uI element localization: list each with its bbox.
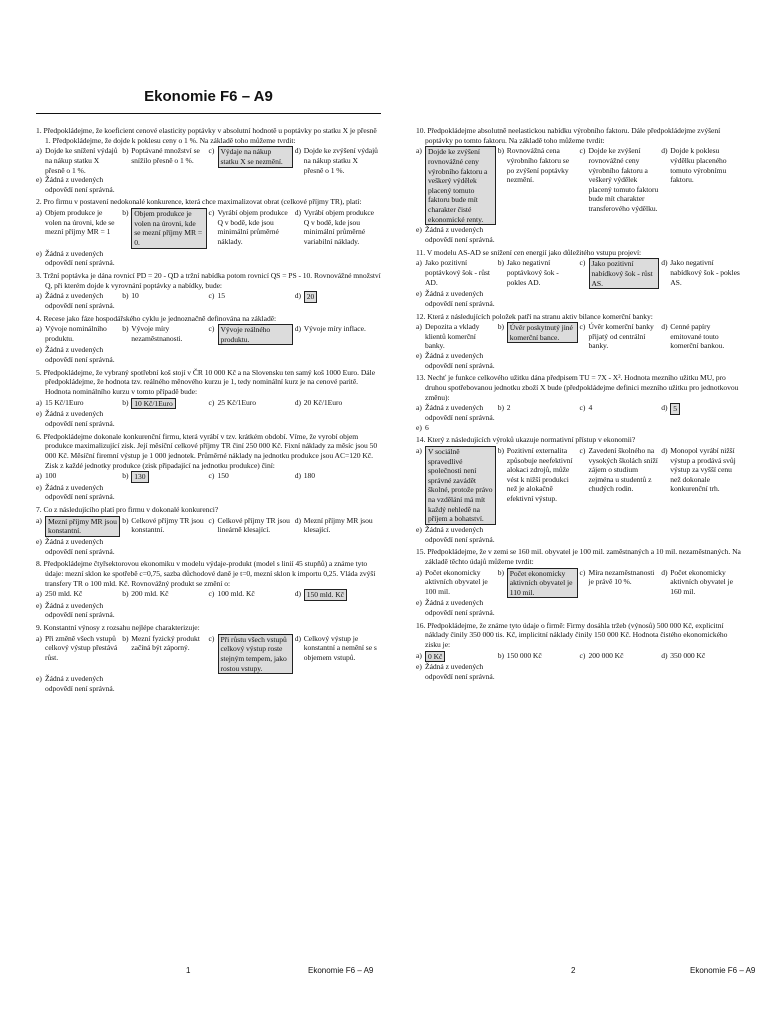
answer-options — [416, 322, 743, 351]
answer-option[interactable] — [498, 651, 580, 663]
question — [36, 197, 381, 267]
answer-option[interactable] — [122, 471, 208, 483]
option-letter: e) — [36, 674, 42, 684]
option-text: 150 000 Kč — [506, 650, 542, 660]
option-letter: c) — [208, 471, 215, 481]
option-letter: d) — [294, 633, 301, 643]
option-letter: d) — [661, 445, 668, 455]
answer-options — [36, 589, 381, 601]
option-letter: c) — [208, 397, 215, 407]
answer-option[interactable] — [209, 291, 295, 310]
question — [36, 368, 381, 429]
answer-option[interactable] — [36, 483, 381, 502]
option-text: Pozitivní externalita způsobuje neefektivní alokaci zdrojů, může vést k nižší produkci než je alokačně efektivní výstup. — [506, 445, 573, 504]
option-letter: b) — [497, 322, 504, 332]
answer-option[interactable] — [209, 146, 295, 175]
option-text: 4 — [588, 403, 593, 413]
question-text: 13. Nechť je funkce celkového užitku dána předpisem TU = 7X - X². Hodnota mezního užitku MU, pro druhou spotřebovanou jednotku zboží X bude (předpokládejme definici mezního užitku pro jednotkovou změnu): — [416, 373, 739, 402]
option-text: Žádná z uvedených odpovědí není správná. — [425, 351, 495, 370]
answer-option[interactable] — [295, 146, 381, 175]
answer-options — [36, 146, 381, 175]
answer-option[interactable] — [416, 225, 743, 244]
option-text: 2 — [506, 403, 511, 413]
option-letter: a) — [36, 146, 42, 156]
answer-option[interactable] — [209, 634, 295, 675]
option-text: Žádná z uvedených odpovědí není správná. — [45, 175, 115, 194]
answer-options — [416, 258, 743, 289]
option-text: 350 000 Kč — [670, 650, 706, 660]
answer-option[interactable] — [416, 525, 743, 544]
question — [416, 248, 743, 309]
option-text: 250 mld. Kč — [45, 589, 83, 599]
option-letter: d) — [294, 291, 301, 301]
answer-option[interactable] — [661, 568, 743, 599]
answer-option[interactable] — [122, 516, 208, 537]
question-text: 8. Předpokládejme čtyřsektorovou ekonomiku v modelu výdaje-produkt (model s linií 45 stupňů) a známe tyto údaje: mezní sklon ke spotřebě c=0,75, sazba důchodové daně je t=0, mezní sklon k importu 0,25. Vláda zvýší transfery TR o 100 mld. Kč. Rovnovážný produkt se změní o: — [36, 559, 376, 588]
answer-options — [36, 324, 381, 345]
option-letter: b) — [122, 589, 129, 599]
option-letter: d) — [661, 258, 668, 268]
option-letter: a) — [416, 322, 422, 332]
right-column — [416, 126, 743, 685]
option-letter: c) — [579, 258, 586, 268]
option-text: Žádná z uvedených odpovědí není správná. — [425, 403, 495, 422]
option-letter: b) — [497, 650, 504, 660]
option-letter: c) — [579, 567, 586, 577]
answer-option[interactable] — [36, 634, 122, 675]
marked-answer: 10 Kč/1Euro — [131, 398, 175, 410]
answer-option[interactable] — [122, 634, 208, 675]
option-letter: d) — [294, 397, 301, 407]
answer-option[interactable] — [661, 403, 743, 422]
title-divider — [36, 113, 381, 114]
option-letter: c) — [208, 291, 215, 301]
page-number-left: 1 — [186, 966, 191, 975]
option-text: Depozita a vklady klientů komerční banky. — [425, 322, 480, 351]
question — [36, 314, 381, 365]
option-letter: a) — [36, 397, 42, 407]
option-letter: e) — [416, 351, 422, 361]
option-text: Při změně všech vstupů celkový výstup přestává růst. — [45, 633, 118, 663]
option-letter: b) — [122, 146, 129, 156]
question-text: 4. Recese jako fáze hospodářského cyklu je jednoznačně definována na základě: — [36, 313, 277, 323]
option-text: Celkové příjmy TR jsou konstantní. — [131, 515, 204, 535]
option-letter: e) — [416, 225, 422, 235]
option-text: Počet ekonomicky aktivních obyvatel je 160 mil. — [670, 567, 733, 596]
marked-answer: Při růstu všech vstupů celkový výstup roste stejným tempem, jako rostou vstupy. — [218, 634, 293, 675]
option-letter: d) — [294, 208, 301, 218]
answer-option[interactable] — [416, 322, 498, 351]
question — [416, 312, 743, 371]
option-text: 20 Kč/1Euro — [303, 397, 343, 407]
option-letter: c) — [579, 445, 586, 455]
option-letter: b) — [122, 397, 129, 407]
answer-option[interactable] — [209, 589, 295, 601]
answer-option[interactable] — [36, 146, 122, 175]
option-letter: c) — [579, 403, 586, 413]
option-text: Dojde ke zvýšení rovnovážné ceny výrobního faktoru a veškerý výdělek placený tomuto faktoru bude mít charakter transferového výdělku. — [588, 146, 659, 214]
answer-option[interactable] — [295, 516, 381, 537]
answer-option[interactable] — [416, 446, 498, 525]
answer-option[interactable] — [661, 322, 743, 351]
option-letter: a) — [416, 445, 422, 455]
option-text: Žádná z uvedených odpovědí není správná. — [425, 289, 495, 308]
answer-option[interactable] — [36, 175, 381, 194]
answer-options — [416, 651, 743, 663]
page-number-right: 2 — [571, 966, 576, 975]
option-letter: c) — [208, 324, 215, 334]
answer-option[interactable] — [122, 324, 208, 345]
option-letter: d) — [661, 146, 668, 156]
answer-options — [416, 403, 743, 422]
answer-option[interactable] — [580, 146, 662, 225]
option-text: Žádná z uvedených odpovědí není správná. — [45, 291, 115, 310]
answer-option[interactable] — [661, 651, 743, 663]
option-letter: a) — [36, 208, 42, 218]
answer-option[interactable] — [498, 568, 580, 599]
option-letter: c) — [208, 208, 215, 218]
answer-option[interactable] — [36, 674, 381, 693]
question — [36, 271, 381, 311]
option-letter: b) — [497, 445, 504, 455]
option-letter: b) — [497, 146, 504, 156]
option-letter: e) — [36, 536, 42, 546]
marked-answer: 150 mld. Kč — [304, 589, 347, 601]
marked-answer: 0 Kč — [425, 651, 445, 663]
answer-option[interactable] — [580, 322, 662, 351]
option-letter: d) — [294, 146, 301, 156]
marked-answer: Výdaje na nákup statku X se nezmění. — [218, 146, 293, 167]
option-letter: c) — [579, 322, 586, 332]
option-text: Žádná z uvedených odpovědí není správná. — [425, 524, 495, 544]
question — [416, 547, 743, 617]
question — [36, 505, 381, 556]
option-text: Jako negativní nabídkový šok - pokles AS. — [670, 258, 740, 287]
answer-option[interactable] — [498, 403, 580, 422]
option-text: Žádná z uvedených odpovědí není správná. — [45, 536, 115, 556]
answer-option[interactable] — [36, 409, 381, 428]
answer-options — [36, 398, 381, 410]
answer-option[interactable] — [416, 662, 743, 681]
question — [36, 623, 381, 693]
marked-answer: Vývoje reálného produktu. — [218, 324, 293, 345]
option-letter: e) — [36, 248, 42, 258]
option-text: Žádná z uvedených odpovědí není správná. — [45, 600, 115, 620]
option-text: 200 000 Kč — [588, 650, 624, 660]
option-text: Vyrábí objem produkce Q v bodě, kde jsou minimální průměrné variabilní náklady. — [303, 208, 374, 247]
option-letter: a) — [36, 589, 42, 599]
marked-answer: Počet ekonomicky aktivních obyvatel je 110 mil. — [507, 568, 578, 599]
option-letter: e) — [36, 175, 42, 185]
option-letter: a) — [36, 471, 42, 481]
question-text: 7. Co z následujícího platí pro firmu v dokonalé konkurenci? — [36, 505, 219, 515]
marked-answer: Jako pozitivní nabídkový šok - růst AS. — [589, 258, 660, 289]
marked-answer: Mezní příjmy MR jsou konstantní. — [45, 516, 120, 537]
question — [416, 373, 743, 432]
option-text: Žádná z uvedených odpovědí není správná. — [45, 248, 115, 268]
option-letter: d) — [661, 650, 668, 660]
answer-option[interactable] — [661, 146, 743, 225]
marked-answer: 5 — [670, 403, 680, 415]
option-letter: a) — [36, 291, 42, 301]
marked-answer: Dojde ke zvýšení rovnovážné ceny výrobního faktoru a veškerý výdělek placený tomuto faktoru bude mít charakter čisté ekonomické renty. — [425, 146, 496, 225]
option-text: Dojde k poklesu výdělku placeného tomuto výrobnímu faktoru. — [670, 146, 727, 185]
option-letter: b) — [122, 515, 129, 525]
answer-option[interactable] — [36, 324, 122, 345]
option-letter: a) — [36, 633, 42, 643]
answer-option[interactable] — [416, 146, 498, 225]
option-letter: c) — [208, 515, 215, 525]
option-letter: b) — [122, 324, 129, 334]
marked-answer: Úvěr poskytnutý jiné komerční bance. — [507, 322, 578, 343]
answer-option[interactable] — [122, 398, 208, 410]
answer-option[interactable] — [580, 403, 662, 422]
answer-option[interactable] — [580, 568, 662, 599]
option-text: Jako negativní poptávkový šok - pokles AD. — [506, 258, 559, 287]
question — [36, 432, 381, 502]
answer-option[interactable] — [580, 446, 662, 525]
answer-option[interactable] — [209, 398, 295, 410]
option-text: Dojde ke snížení výdajů na nákup statku X přesně o 1 %. — [45, 146, 118, 175]
answer-option[interactable] — [36, 249, 381, 268]
answer-option[interactable] — [498, 322, 580, 351]
option-text: Počet ekonomicky aktivních obyvatel je 100 mil. — [425, 567, 488, 596]
option-text: 15 Kč/1Euro — [45, 397, 84, 407]
answer-option[interactable] — [36, 291, 122, 310]
option-letter: e) — [416, 598, 422, 608]
option-letter: c) — [579, 146, 586, 156]
option-text: 10 — [131, 291, 139, 301]
option-text: Vývoje nominálního produktu. — [45, 324, 107, 343]
answer-options — [36, 471, 381, 483]
option-letter: d) — [294, 515, 301, 525]
answer-option[interactable] — [295, 471, 381, 483]
answer-option[interactable] — [661, 258, 743, 289]
answer-option[interactable] — [122, 146, 208, 175]
answer-option[interactable] — [416, 289, 743, 308]
option-letter: b) — [497, 258, 504, 268]
option-letter: e) — [36, 482, 42, 492]
answer-option[interactable] — [36, 398, 122, 410]
answer-option[interactable] — [416, 651, 498, 663]
answer-option[interactable] — [36, 345, 381, 364]
option-text: Jako pozitivní poptávkový šok - růst AD. — [425, 258, 490, 287]
answer-option[interactable] — [209, 471, 295, 483]
question-text: 16. Předpokládejme, že známe tyto údaje o firmě: Firmy dosáhla tržeb (výnosů) 500 000 Kč, explicitní náklady činily 350 000 tis. Kč, implicitní náklady činily 150 000 Kč. Hodnota čistého ekonomického zisku je: — [416, 620, 728, 650]
question-text: 14. Který z následujících výroků ukazuje normativní přístup v ekonomii? — [416, 435, 636, 445]
option-letter: b) — [122, 291, 129, 301]
answer-option[interactable] — [416, 351, 743, 370]
option-letter: e) — [416, 662, 422, 672]
answer-options — [416, 446, 743, 525]
answer-option[interactable] — [122, 291, 208, 310]
option-text: 6 — [425, 422, 429, 432]
question-text: 6. Předpokládejme dokonale konkurenční firmu, která vyrábí v tzv. krátkém období. Víme, že vyrobí objem produkce maximalizující zisk. Její měsíční celkové příjmy TR činí 250 000 Kč. Fixní náklady za měsíc jsou 50 000 Kč. Měsíční firemní výstup je 1 000 jednotek. Průměrné náklady na jednotku produkce jsou AC=120 Kč. Zisk z každé jednotky produkce (zisk připadající na jednotku produkce) činí: — [36, 431, 378, 470]
question-text: 1. Předpokládejme, že koeficient cenové elasticity poptávky v absolutní hodnotě u poptávky po statku X je přesně 1. Předpokládejme, že dojde k poklesu ceny o 1 %. Na základě toho můžeme tvrdit: — [36, 126, 377, 145]
question — [36, 126, 381, 194]
option-text: Zavedení školného na vysokých školách sníží zájem o studium zejména u studentů z chudých rodin. — [588, 445, 658, 494]
answer-option[interactable] — [416, 568, 498, 599]
answer-option[interactable] — [498, 446, 580, 525]
answer-option[interactable] — [580, 651, 662, 663]
answer-option[interactable] — [295, 324, 381, 345]
option-text: Žádná z uvedených odpovědí není správná. — [425, 662, 495, 681]
page-title: Ekonomie F6 – A9 — [144, 88, 273, 105]
question-text: 2. Pro firmu v postavení nedokonalé konkurence, která chce maximalizovat obrat (celkové příjmy TR), platí: — [36, 197, 362, 207]
option-letter: e) — [36, 345, 42, 355]
option-text: 100 — [45, 471, 57, 481]
option-text: Žádná z uvedených odpovědí není správná. — [425, 598, 495, 618]
option-text: Žádná z uvedených odpovědí není správná. — [45, 345, 115, 365]
option-text: Vyrábí objem produkce Q v bodě, kde jsou minimální průměrné náklady. — [217, 208, 288, 247]
option-letter: d) — [661, 322, 668, 332]
question-text: 12. Která z následujících položek patří na stranu aktiv bilance komerční banky: — [416, 311, 653, 321]
marked-answer: 20 — [304, 291, 318, 303]
answer-option[interactable] — [416, 258, 498, 289]
answer-option[interactable] — [498, 258, 580, 289]
option-text: Objem produkce je volen na úrovni, kde se mezní příjmy MR = 1 — [45, 208, 115, 237]
answer-options — [36, 634, 381, 675]
option-letter: c) — [208, 146, 215, 156]
answer-option[interactable] — [661, 446, 743, 525]
answer-option[interactable] — [295, 634, 381, 675]
question-text: 15. Předpokládejme, že v zemi se 160 mil. obyvatel je 100 mil. zaměstnaných a 10 mil. nezaměstnaných. Na základě těchto údajů můžeme tvrdit: — [416, 547, 741, 566]
option-letter: e) — [36, 409, 42, 419]
option-letter: a) — [416, 403, 422, 413]
option-letter: c) — [208, 589, 215, 599]
answer-options — [36, 516, 381, 537]
question — [416, 435, 743, 544]
option-text: 200 mld. Kč — [131, 589, 169, 599]
answer-option[interactable] — [36, 589, 122, 601]
answer-option[interactable] — [36, 537, 381, 556]
answer-option[interactable] — [209, 208, 295, 249]
question-text: 9. Konstantní výnosy z rozsahu nejlépe charakterizuje: — [36, 623, 200, 633]
option-letter: a) — [36, 515, 42, 525]
option-letter: c) — [208, 633, 215, 643]
option-letter: e) — [416, 422, 422, 432]
answer-options — [416, 146, 743, 225]
answer-option[interactable] — [36, 516, 122, 537]
answer-option[interactable] — [416, 403, 498, 422]
question — [36, 559, 381, 620]
option-text: 180 — [303, 471, 315, 481]
option-letter: b) — [122, 471, 129, 481]
option-letter: a) — [416, 258, 422, 268]
option-text: Úvěr komerční banky přijatý od centrální banky. — [588, 322, 654, 351]
question-text: 11. V modelu AS-AD se snížení cen energií jako důležitého vstupu projeví: — [416, 247, 642, 257]
option-text: Žádná z uvedených odpovědí není správná. — [425, 225, 495, 245]
option-letter: e) — [416, 524, 422, 534]
answer-options — [416, 568, 743, 599]
answer-option[interactable] — [36, 208, 122, 249]
option-text: 150 — [217, 471, 229, 481]
option-letter: a) — [36, 324, 42, 334]
answer-option[interactable] — [295, 208, 381, 249]
marked-answer: 130 — [131, 471, 148, 483]
option-letter: a) — [416, 650, 422, 660]
footer-label-right: Ekonomie F6 – A9 — [690, 966, 756, 975]
option-letter: b) — [122, 633, 129, 643]
answer-option[interactable] — [295, 589, 381, 601]
option-text: Žádná z uvedených odpovědí není správná. — [45, 674, 115, 693]
question — [416, 621, 743, 682]
option-letter: d) — [661, 567, 668, 577]
question-text: 10. Předpokládejme absolutně neelastickou nabídku výrobního faktoru. Dále předpokládejme zvýšení poptávky po tomto faktoru. Na základě toho můžeme tvrdit: — [416, 126, 721, 145]
option-text: Rovnovážná cena výrobního faktoru se po zvýšení poptávky nezmění. — [506, 146, 570, 185]
answer-option[interactable] — [295, 398, 381, 410]
option-text: 100 mld. Kč — [217, 589, 255, 599]
answer-options — [36, 291, 381, 310]
option-letter: b) — [122, 208, 129, 218]
answer-option[interactable] — [498, 146, 580, 225]
option-text: Míra nezaměstnanosti je právě 10 %. — [588, 567, 655, 587]
option-letter: d) — [294, 589, 301, 599]
question — [416, 126, 743, 245]
left-column — [36, 126, 381, 697]
option-text: Monopol vyrábí nižší výstup a prodává svůj výstup za vyšší cenu než dokonale konkurenční trh. — [670, 445, 736, 494]
option-letter: a) — [416, 567, 422, 577]
answer-option[interactable] — [36, 471, 122, 483]
option-text: Žádná z uvedených odpovědí není správná. — [45, 409, 115, 428]
option-text: Celkové příjmy TR jsou lineárně klesající. — [217, 515, 290, 535]
question-text: 3. Tržní poptávka je dána rovnicí PD = 20 - QD a tržní nabídka potom rovnicí QS = PS - 10. Rovnovážné množství Q, při kterém dojde k vyrovnání poptávky a nabídky, bude: — [36, 270, 381, 290]
answer-option[interactable] — [209, 516, 295, 537]
option-text: Mezní příjmy MR jsou klesající. — [303, 515, 373, 535]
answer-options — [36, 208, 381, 249]
option-text: Vývoje míry inflace. — [303, 324, 366, 334]
answer-option[interactable] — [122, 589, 208, 601]
answer-option[interactable] — [580, 258, 662, 289]
option-letter: c) — [579, 650, 586, 660]
answer-option[interactable] — [416, 598, 743, 617]
footer-label-left: Ekonomie F6 – A9 — [308, 966, 374, 975]
option-text: Celkový výstup je konstantní a nemění se s objemem vstupů. — [303, 633, 377, 663]
answer-option[interactable] — [295, 291, 381, 310]
option-text: 25 Kč/1Euro — [217, 397, 256, 407]
answer-option[interactable] — [209, 324, 295, 345]
option-text: Žádná z uvedených odpovědí není správná. — [45, 482, 115, 502]
option-text: Mezní fyzický produkt začíná být záporný. — [131, 633, 200, 653]
option-text: Poptávané množství se snížilo přesně o 1 %. — [131, 146, 200, 165]
marked-answer: V sociálně spravedlivé společnosti není správné zavádět školné, protože právo na vzdělání má mít každý nehledě na příjem a bohatství. — [425, 446, 496, 525]
option-text: Cenné papíry emitované touto komerční bankou. — [670, 322, 725, 351]
option-letter: b) — [497, 403, 504, 413]
answer-option[interactable] — [122, 208, 208, 249]
answer-option[interactable] — [36, 601, 381, 620]
marked-answer: Objem produkce je volen na úrovni, kde se mezní příjmy MR = 0. — [131, 208, 206, 249]
option-letter: e) — [416, 289, 422, 299]
option-letter: d) — [294, 324, 301, 334]
question-text: 5. Předpokládejme, že vybraný spotřební koš stojí v ČR 10 000 Kč a na Slovensku ten samý koš 1000 Euro. Dále předpokládejme, že hodnota tzv. reálného měnového kurzu je 1, tedy nominální kurz je na cenové paritě. Hodnota nominálního kurzu v tomto případě bude: — [36, 367, 376, 397]
answer-option[interactable] — [416, 423, 743, 433]
option-letter: b) — [497, 567, 504, 577]
option-text: Vývoje míry nezaměstnanosti. — [131, 324, 183, 343]
option-letter: d) — [661, 403, 668, 413]
option-letter: a) — [416, 146, 422, 156]
option-text: 15 — [217, 291, 225, 301]
option-letter: e) — [36, 600, 42, 610]
option-text: Dojde ke zvýšení výdajů na nákup statku X přesně o 1 %. — [303, 146, 378, 175]
option-letter: d) — [294, 471, 301, 481]
